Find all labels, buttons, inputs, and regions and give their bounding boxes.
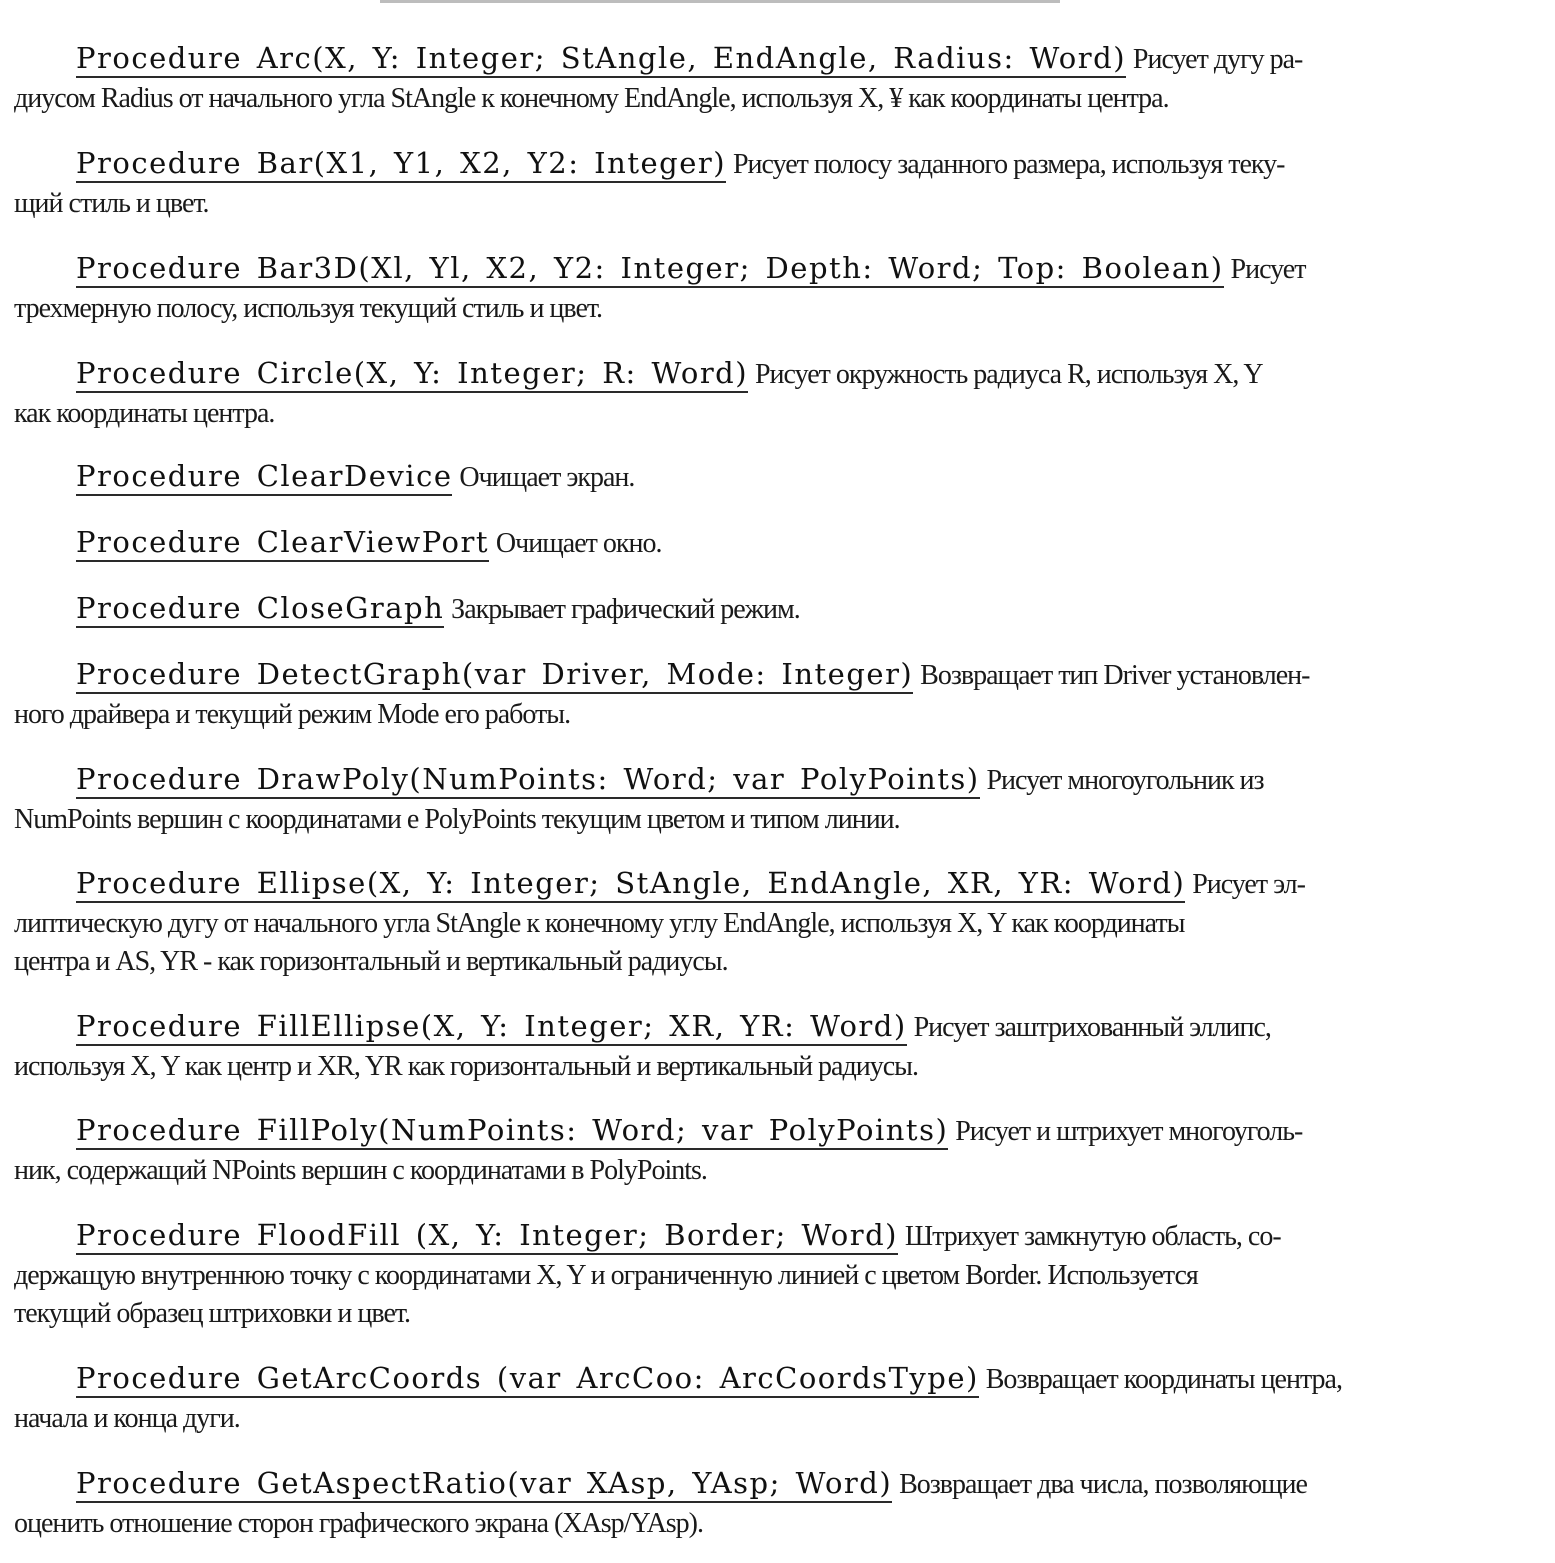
description-continued: центра и AS, YR - как горизонтальный и вертикальный радиусы. [14,946,728,977]
signature-fillpoly: Procedure FillPoly(NumPoints: Word; var PolyPoints) [76,1112,948,1150]
description: Рисует окружность радиуса R, используя X, Y [754,359,1263,390]
description: Возвращает координаты центра, [985,1364,1342,1395]
signature-getaspectratio: Procedure GetAspectRatio(var XAsp, YAsp; Word) [76,1465,892,1503]
entry-fillellipse [14,1006,1544,1086]
signature-circle: Procedure Circle(X, Y: Integer; R: Word) [76,355,748,393]
description-continued: как координаты центра. [14,398,275,429]
description: Рисует заштрихованный эллипс, [913,1012,1271,1043]
description: Очищает окно. [495,528,662,559]
description: Рисует многоугольник из [986,765,1264,796]
entry-circle [14,353,1544,433]
description: Очищает экран. [459,462,635,493]
entry-ellipse [14,863,1544,981]
description-continued: держащую внутреннюю точку с координатами X, Y и ограниченную линией с цветом Border. Используется [14,1260,1198,1291]
entry-clearviewport [14,522,1544,564]
entry-detectgraph [14,654,1544,734]
description: Закрывает графический режим. [451,594,800,625]
description: Штрихует замкнутую область, со- [904,1221,1281,1252]
description-continued: трехмерную полосу, используя текущий стиль и цвет. [14,293,603,324]
signature-clearviewport: Procedure ClearViewPort [76,524,489,562]
entry-fillpoly [14,1110,1544,1190]
entry-closegraph [14,588,1544,630]
entry-arc [14,38,1544,118]
description: Возвращает тип Driver установлен- [920,660,1310,691]
description-continued: текущий образец штриховки и цвет. [14,1298,410,1329]
signature-fillellipse: Procedure FillEllipse(X, Y: Integer; XR, YR: Word) [76,1008,907,1046]
description-continued: NumPoints вершин с координатами e PolyPoints текущим цветом и типом линии. [14,804,900,835]
description-continued: щий стиль и цвет. [14,188,209,219]
signature-cleardevice: Procedure ClearDevice [76,458,452,496]
description-continued: начала и конца дуги. [14,1403,240,1434]
signature-floodfill: Procedure FloodFill (X, Y: Integer; Border; Word) [76,1217,898,1255]
description-continued: используя X, Y как центр и XR, YR как горизонтальный и вертикальный радиусы. [14,1051,918,1082]
entry-getaspectratio [14,1463,1544,1543]
description-continued: липтическую дугу от начального угла StAngle к конечному углу EndAngle, используя X, Y как координаты [14,908,1185,939]
signature-bar3d: Procedure Bar3D(Xl, Yl, X2, Y2: Integer; Depth: Word; Top: Boolean) [76,250,1224,288]
signature-getarccoords: Procedure GetArcCoords (var ArcCoo: ArcCoordsType) [76,1360,979,1398]
entry-cleardevice [14,456,1544,498]
signature-arc: Procedure Arc(X, Y: Integer; StAngle, EndAngle, Radius: Word) [76,40,1126,78]
description: Рисует дугу ра- [1132,44,1303,75]
top-divider [380,0,1060,3]
description: Рисует эл- [1192,869,1305,900]
entry-bar3d [14,248,1544,328]
signature-closegraph: Procedure CloseGraph [76,590,444,628]
description: Рисует [1230,254,1306,285]
description: Рисует и штрихует многоуголь- [955,1116,1303,1147]
signature-detectgraph: Procedure DetectGraph(var Driver, Mode: Integer) [76,656,913,694]
signature-ellipse: Procedure Ellipse(X, Y: Integer; StAngle, EndAngle, XR, YR: Word) [76,865,1185,903]
description-continued: ник, содержащий NPoints вершин с координатами в PolyPoints. [14,1155,707,1186]
entry-bar [14,143,1544,223]
description-continued: ного драйвера и текущий режим Mode его работы. [14,699,571,730]
signature-bar: Procedure Bar(X1, Y1, X2, Y2: Integer) [76,145,726,183]
description: Возвращает два числа, позволяющие [899,1469,1307,1500]
description: Рисует полосу заданного размера, используя теку- [732,149,1285,180]
entry-floodfill [14,1215,1544,1333]
entry-drawpoly [14,759,1544,839]
signature-drawpoly: Procedure DrawPoly(NumPoints: Word; var PolyPoints) [76,761,980,799]
entry-getarccoords [14,1358,1544,1438]
description-continued: диусом Radius от начального угла StAngle к конечному EndAngle, используя X, ¥ как координаты центра. [14,83,1169,114]
description-continued: оценить отношение сторон графического экрана (XAsp/YAsp). [14,1508,704,1539]
